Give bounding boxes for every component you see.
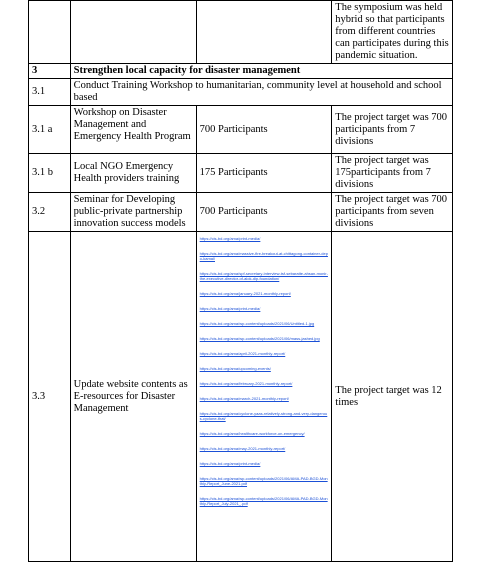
links-cell — [196, 232, 332, 562]
reference-link[interactable]: https://cis-bd.org/ama/wp-content/uploads/2021/06/Untitled-1.jpg — [199, 321, 315, 326]
empty-cell — [196, 1, 332, 64]
activity-cell: Update website contents as E-resources for Disaster Management — [70, 232, 196, 562]
remarks-cell: The project target was 700 participants from seven divisions — [332, 193, 453, 232]
row-number: 3.3 — [29, 232, 71, 562]
reference-link[interactable]: https://cis-bd.org/ama/may-2021-monthly-report/ — [199, 446, 286, 451]
row-number: 3.1 a — [29, 106, 71, 154]
activity-cell: Seminar for Developing public-private partnership innovation success models — [70, 193, 196, 232]
remarks-cell: The project target was 12 times — [332, 232, 453, 562]
reference-link[interactable]: https://cis-bd.org/ama/upcoming-events/ — [199, 366, 271, 371]
reference-link[interactable]: https://cis-bd.org/ama/print-media/ — [199, 461, 261, 466]
activity-cell: Conduct Training Workshop to humanitarian, community level at household and school based — [70, 79, 452, 106]
remarks-cell: The project target was 175participants from 7 divisions — [332, 154, 453, 193]
table-row — [29, 232, 453, 562]
activity-cell: Local NGO Emergency Health providers training — [70, 154, 196, 193]
reference-link[interactable]: https://cis-bd.org/ama/wp-content/uploads/2021/06/mass-jashed.jpg — [199, 336, 320, 341]
empty-cell — [70, 1, 196, 64]
table-row — [29, 193, 453, 232]
target-cell: 700 Participants — [196, 106, 332, 154]
reference-link[interactable]: https://cis-bd.org/ama/wp-content/uploads/2021/06/AMA-PAD-BGD-Monthly-Report_June-2021.pdf — [199, 476, 328, 486]
reference-link[interactable]: https://cis-bd.org/ama/print-media/ — [199, 306, 261, 311]
activity-table — [28, 0, 453, 562]
target-cell: 175 Participants — [196, 154, 332, 193]
reference-link[interactable]: https://cis-bd.org/ama/february-2021-monthly-report/ — [199, 381, 293, 386]
row-number: 3.1 — [29, 79, 71, 106]
row-number: 3.2 — [29, 193, 71, 232]
table-row — [29, 106, 453, 154]
activity-cell: Workshop on Disaster Management and Emergency Health Program — [70, 106, 196, 154]
table-row — [29, 1, 453, 64]
remarks-cell: The project target was 700 participants from 7 divisions — [332, 106, 453, 154]
reference-link[interactable]: https://cis-bd.org/ama/april-2021-monthly-report/ — [199, 351, 286, 356]
reference-link[interactable]: https://cis-bd.org/ama/wp-content/uploads/2021/06/AMA-PAD-BGD-Monthly-Report_July-2021_.pdf — [199, 496, 328, 506]
table-row — [29, 79, 453, 106]
section-number: 3 — [29, 64, 71, 79]
reference-link[interactable]: https://cis-bd.org/ama/healthcare-workforce-on-emergency/ — [199, 431, 305, 436]
section-header-row — [29, 64, 453, 79]
reference-link[interactable]: https://cis-bd.org/ama/print-media/ — [199, 236, 261, 241]
reference-link[interactable]: https://cis-bd.org/ama/massive-fire-breakout-at-chittagong-container-depo-kamal/ — [199, 251, 328, 261]
reference-link[interactable]: https://cis-bd.org/ama/march-2021-monthly-report/ — [199, 396, 289, 401]
empty-cell — [29, 1, 71, 64]
section-title: Strengthen local capacity for disaster management — [70, 64, 452, 79]
reference-link[interactable]: https://cis-bd.org/ama/january-2021-monthly-report/ — [199, 291, 291, 296]
remarks-cell: The symposium was held hybrid so that participants from different countries can participates during this pandemic situation. — [332, 1, 453, 64]
table-row — [29, 154, 453, 193]
target-cell: 700 Participants — [196, 193, 332, 232]
reference-link[interactable]: https://cis-bd.org/ama/spf-secretary-interview-tsf-sebaratte-ahsan-monir-the-executive-director-of-alok-dip-foundation/ — [199, 271, 328, 281]
reference-link[interactable]: https://cis-bd.org/ama/cyclone-yaas-relatively-strong-and-very-dangerous-cyclone-that/ — [199, 411, 328, 421]
row-number: 3.1 b — [29, 154, 71, 193]
